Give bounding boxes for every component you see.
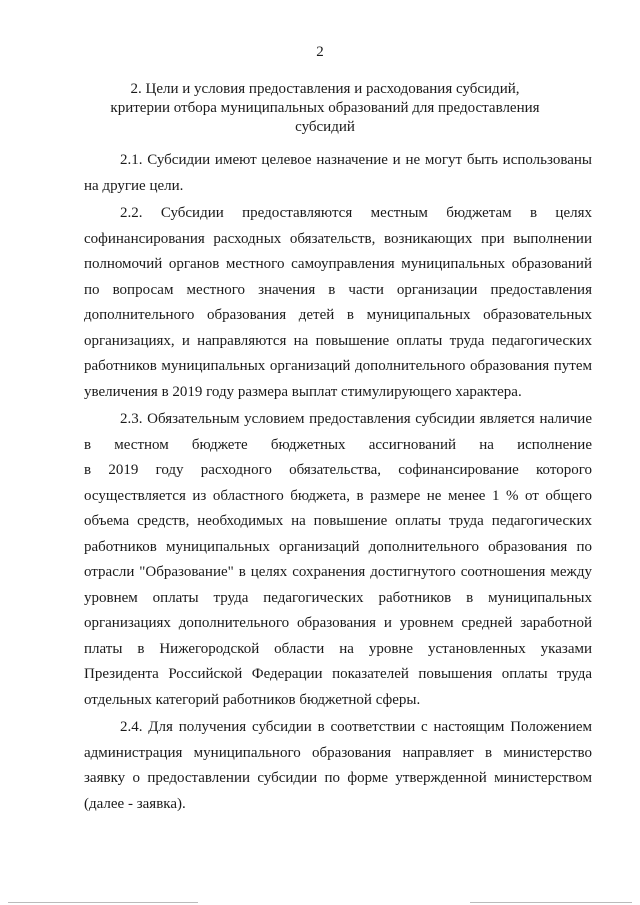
text-line: осуществляется из областного бюджета, в размере не менее 1 % от общего: [84, 487, 592, 504]
text-line: платы в Нижегородской области на уровне установленных указами: [84, 640, 592, 657]
text-line: (далее - заявка).: [84, 795, 186, 812]
document-body: [84, 148, 592, 819]
text-line: Президента Российской Федерации показателей повышения оплаты труда: [84, 666, 592, 682]
text-line: софинансирования расходных обязательств, возникающих при выполнении: [84, 230, 592, 247]
text-line: работников муниципальных организаций дополнительного образования по: [84, 538, 592, 555]
text-line: администрация муниципального образования направляет в министерство: [84, 744, 592, 761]
paragraph-2-1: [84, 148, 592, 199]
text-line: заявку о предоставлении субсидии по форме утвержденной министерством: [84, 770, 592, 786]
text-line: в местном бюджете бюджетных ассигнований на исполнение: [84, 436, 592, 453]
text-line: работников муниципальных организаций дополнительного образования путем: [84, 358, 592, 374]
section-heading: [95, 80, 555, 137]
paragraph-2-2: [84, 201, 592, 405]
text-line: полномочий органов местного самоуправления муниципальных образований: [84, 256, 592, 272]
text-line: 2.2. Субсидии предоставляются местным бюджетам в целях: [120, 205, 592, 221]
text-line: по вопросам местного значения в части организации предоставления: [84, 281, 592, 298]
paragraph-2-3: [84, 407, 592, 713]
text-line: объема средств, необходимых на повышение оплаты труда педагогических: [84, 513, 592, 529]
heading-line: 2. Цели и условия предоставления и расходования субсидий,: [130, 81, 520, 97]
text-line: 2.4. Для получения субсидии в соответствии с настоящим Положением: [120, 719, 592, 735]
text-line: на другие цели.: [84, 177, 184, 194]
paragraph-2-4: [84, 715, 592, 817]
footer-divider: [470, 902, 632, 903]
text-line: отдельных категорий работников бюджетной сферы.: [84, 691, 421, 708]
text-line: увеличения в 2019 году размера выплат стимулирующего характера.: [84, 383, 522, 400]
heading-line: критерии отбора муниципальных образований для предоставления: [110, 100, 540, 116]
text-line: организациях, и направляются на повышение оплаты труда педагогических: [84, 332, 592, 349]
text-line: дополнительного образования детей в муниципальных образовательных: [84, 307, 592, 323]
page-number: 2: [316, 44, 324, 60]
text-line: 2.1. Субсидии имеют целевое назначение и не могут быть использованы: [120, 152, 592, 168]
footer-divider: [8, 902, 198, 903]
heading-line: субсидий: [295, 119, 355, 135]
text-line: уровнем оплаты труда педагогических работников в муниципальных: [84, 589, 592, 606]
text-line: организациях дополнительного образования и уровнем средней заработной: [84, 615, 592, 631]
text-line: отрасли "Образование" в целях сохранения достигнутого соотношения между: [84, 564, 592, 580]
text-line: в 2019 году расходного обязательства, софинансирование которого: [84, 462, 592, 478]
text-line: 2.3. Обязательным условием предоставления субсидии является наличие: [120, 411, 592, 427]
